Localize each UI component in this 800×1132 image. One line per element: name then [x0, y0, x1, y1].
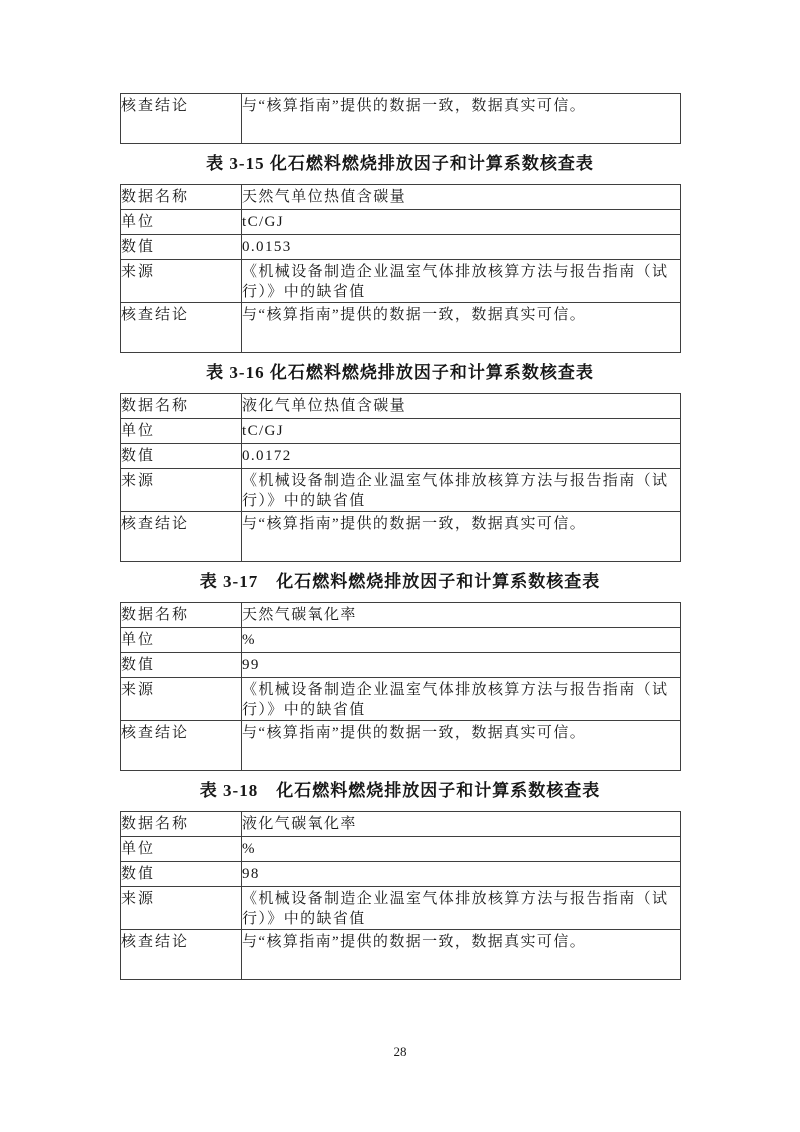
row-label-unit: 单位: [121, 419, 242, 444]
page-number: 28: [393, 1044, 407, 1059]
check-table-3-17: [120, 602, 681, 771]
row-value-value: 99: [242, 653, 681, 678]
row-value-conclusion: 与“核算指南”提供的数据一致，数据真实可信。: [242, 94, 681, 144]
table-row: [121, 94, 681, 144]
row-label-unit: 单位: [121, 628, 242, 653]
document-content: [120, 0, 680, 980]
row-value-data-name: 天然气单位热值含碳量: [242, 185, 681, 210]
row-value-conclusion: 与“核算指南”提供的数据一致，数据真实可信。: [242, 512, 681, 562]
row-label-value: 数值: [121, 862, 242, 887]
row-value-conclusion: 与“核算指南”提供的数据一致，数据真实可信。: [242, 930, 681, 980]
table-row: [121, 887, 681, 930]
row-label-data-name: 数据名称: [121, 812, 242, 837]
table-row: [121, 603, 681, 628]
table-row: [121, 812, 681, 837]
row-value-data-name: 天然气碳氧化率: [242, 603, 681, 628]
carryover-verification-table: [120, 93, 681, 144]
row-value-source: 《机械设备制造企业温室气体排放核算方法与报告指南（试行）》中的缺省值: [242, 678, 681, 721]
table-row: [121, 210, 681, 235]
table-row: [121, 837, 681, 862]
table-row: [121, 721, 681, 771]
row-value-value: 98: [242, 862, 681, 887]
check-table-3-16: [120, 393, 681, 562]
row-label-data-name: 数据名称: [121, 394, 242, 419]
table-row: [121, 628, 681, 653]
row-value-value: 0.0172: [242, 444, 681, 469]
row-value-data-name: 液化气单位热值含碳量: [242, 394, 681, 419]
table-row: [121, 653, 681, 678]
table-row: [121, 862, 681, 887]
row-value-unit: %: [242, 837, 681, 862]
row-label-source: 来源: [121, 260, 242, 303]
table-title-3-17: 表 3-17 化石燃料燃烧排放因子和计算系数核查表: [199, 572, 601, 591]
table-row: [121, 469, 681, 512]
table-row: [121, 235, 681, 260]
row-label-source: 来源: [121, 678, 242, 721]
table-row: [121, 394, 681, 419]
row-value-data-name: 液化气碳氧化率: [242, 812, 681, 837]
table-title-3-16: 表 3-16 化石燃料燃烧排放因子和计算系数核查表: [206, 363, 594, 382]
table-row: [121, 444, 681, 469]
row-label-source: 来源: [121, 887, 242, 930]
row-label-conclusion: 核查结论: [121, 303, 242, 353]
row-label-conclusion: 核查结论: [121, 512, 242, 562]
row-label-value: 数值: [121, 235, 242, 260]
check-table-3-15: [120, 184, 681, 353]
row-label-value: 数值: [121, 653, 242, 678]
row-value-source: 《机械设备制造企业温室气体排放核算方法与报告指南（试行）》中的缺省值: [242, 469, 681, 512]
row-label-source: 来源: [121, 469, 242, 512]
table-row: [121, 185, 681, 210]
table-row: [121, 419, 681, 444]
table-row: [121, 303, 681, 353]
row-value-source: 《机械设备制造企业温室气体排放核算方法与报告指南（试行）》中的缺省值: [242, 260, 681, 303]
row-value-unit: tC/GJ: [242, 419, 681, 444]
table-row: [121, 512, 681, 562]
row-value-unit: tC/GJ: [242, 210, 681, 235]
row-label-value: 数值: [121, 444, 242, 469]
row-label-unit: 单位: [121, 210, 242, 235]
row-value-value: 0.0153: [242, 235, 681, 260]
check-table-3-18: [120, 811, 681, 980]
table-title-3-18: 表 3-18 化石燃料燃烧排放因子和计算系数核查表: [199, 781, 601, 800]
row-label-data-name: 数据名称: [121, 603, 242, 628]
row-value-source: 《机械设备制造企业温室气体排放核算方法与报告指南（试行）》中的缺省值: [242, 887, 681, 930]
row-value-conclusion: 与“核算指南”提供的数据一致，数据真实可信。: [242, 721, 681, 771]
row-label-unit: 单位: [121, 837, 242, 862]
row-value-conclusion: 与“核算指南”提供的数据一致，数据真实可信。: [242, 303, 681, 353]
row-value-unit: %: [242, 628, 681, 653]
row-label-data-name: 数据名称: [121, 185, 242, 210]
row-label-conclusion: 核查结论: [121, 721, 242, 771]
table-row: [121, 678, 681, 721]
table-row: [121, 930, 681, 980]
table-row: [121, 260, 681, 303]
row-label-conclusion: 核查结论: [121, 930, 242, 980]
table-title-3-15: 表 3-15 化石燃料燃烧排放因子和计算系数核查表: [206, 154, 594, 173]
row-label-conclusion: 核查结论: [121, 94, 242, 144]
